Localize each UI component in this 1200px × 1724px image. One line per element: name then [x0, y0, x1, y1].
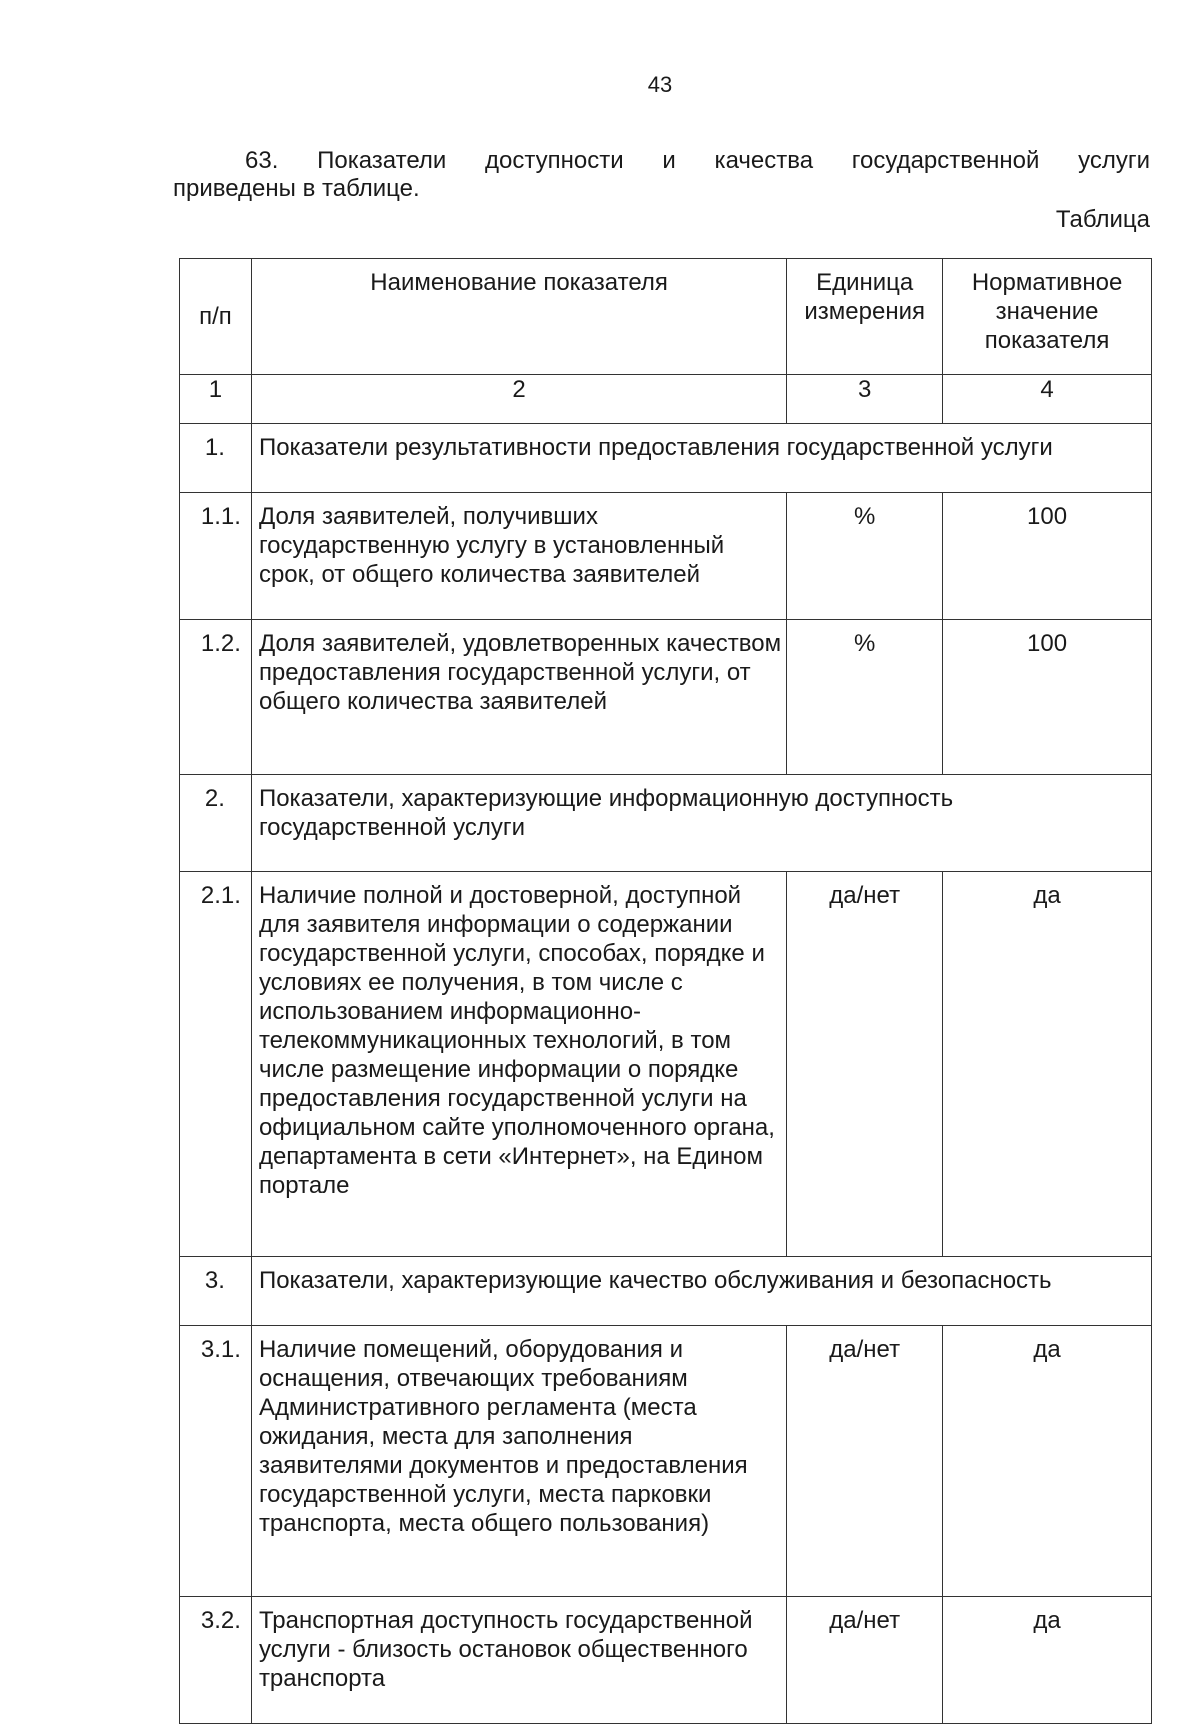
column-number: 2	[251, 375, 786, 424]
indicator-value: да	[943, 1597, 1152, 1724]
row-num: 2.1.	[180, 872, 252, 1257]
intro-line-1: 63. Показатели доступности и качества государственной услуги	[245, 147, 1150, 174]
indicator-value: 100	[943, 620, 1152, 775]
table-row	[180, 1597, 1152, 1724]
row-num: 1.1.	[180, 493, 252, 620]
row-num: 1.	[180, 424, 252, 493]
indicator-unit: да/нет	[787, 1326, 943, 1597]
header-name: Наименование показателя	[251, 259, 786, 375]
row-num: 3.	[180, 1257, 252, 1326]
indicator-unit: %	[787, 493, 943, 620]
page-number: 43	[647, 72, 673, 97]
row-num: 2.	[180, 775, 252, 872]
table-row	[180, 620, 1152, 775]
header-unit: Единица измерения	[787, 259, 943, 375]
indicator-name: Доля заявителей, удовлетворенных качеством предоставления государственной услуги, от общего количества заявителей	[251, 620, 786, 775]
indicator-name: Доля заявителей, получивших государственную услугу в установленный срок, от общего количества заявителей	[251, 493, 786, 620]
column-number: 3	[787, 375, 943, 424]
table-row	[180, 872, 1152, 1257]
indicator-unit: %	[787, 620, 943, 775]
row-num: 3.2.	[180, 1597, 252, 1724]
section-row	[180, 424, 1152, 493]
row-num: 3.1.	[180, 1326, 252, 1597]
intro-paragraph	[173, 147, 1150, 203]
header-value: Нормативное значение показателя	[943, 259, 1152, 375]
section-row	[180, 775, 1152, 872]
column-number: 4	[943, 375, 1152, 424]
indicator-value: да	[943, 1326, 1152, 1597]
table-row	[180, 1326, 1152, 1597]
indicator-value: да	[943, 872, 1152, 1257]
section-title: Показатели результативности предоставления государственной услуги	[251, 424, 1151, 493]
indicator-name: Наличие помещений, оборудования и оснащения, отвечающих требованиям Административного регламента (места ожидания, места для заполнения заявителями документов и предоставления государственной услуги, места парковки транспорта, места общего пользования)	[251, 1326, 786, 1597]
column-numbers-row	[180, 375, 1152, 424]
indicator-name: Транспортная доступность государственной услуги - близость остановок общественного транспорта	[251, 1597, 786, 1724]
row-num: 1.2.	[180, 620, 252, 775]
indicators-table	[179, 258, 1152, 1724]
section-title: Показатели, характеризующие качество обслуживания и безопасность	[251, 1257, 1151, 1326]
indicator-name: Наличие полной и достоверной, доступной для заявителя информации о содержании государственной услуги, способах, порядке и условиях ее получения, в том числе с использованием информационно-телекоммуникационных технологий, в том числе размещение информации о порядке предоставления государственной услуги на официальном сайте уполномоченного органа, департамента в сети «Интернет», на Едином портале	[251, 872, 786, 1257]
intro-line-2: приведены в таблице.	[173, 175, 420, 202]
table-row	[180, 493, 1152, 620]
header-num: п/п	[180, 259, 252, 375]
indicator-unit: да/нет	[787, 1597, 943, 1724]
indicator-unit: да/нет	[787, 872, 943, 1257]
table-caption: Таблица	[1055, 206, 1150, 233]
column-number: 1	[180, 375, 252, 424]
table-header-row	[180, 259, 1152, 375]
section-row	[180, 1257, 1152, 1326]
section-title: Показатели, характеризующие информационную доступность государственной услуги	[251, 775, 1151, 872]
indicator-value: 100	[943, 493, 1152, 620]
